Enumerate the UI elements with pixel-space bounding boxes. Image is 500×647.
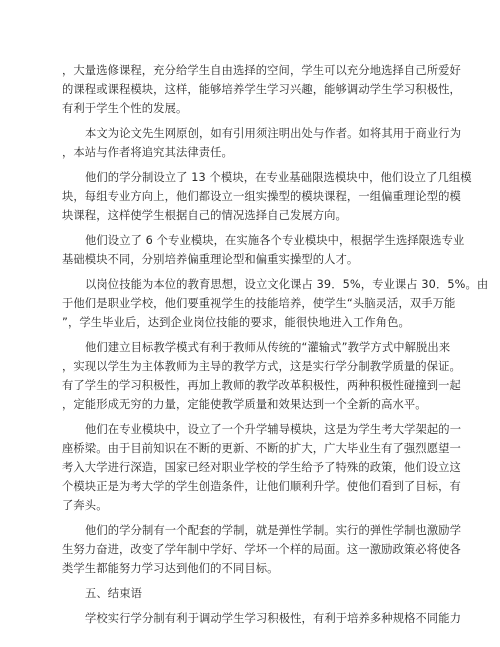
text-line: 座桥梁。由于目前知识在不断的更新、不断的扩大，广大毕业生有了强烈愿望一 [62, 442, 461, 455]
text-line: 生努力奋进，改变了学年制中学好、学坏一个样的局面。这一激励政策必将使各 [62, 543, 461, 556]
text-line: 他们的学分制有一个配套的学制，就是弹性学制。实行的弹性学制也激励学 [85, 524, 462, 537]
text-line: 他们在专业模块中，设立了一个升学辅导模块，这是为学生考大学架起的一 [85, 423, 462, 436]
text-line: 了奔头。 [62, 499, 108, 512]
text-line: 块课程，这样使学生根据自己的情况选择自己发展方向。 [62, 209, 347, 222]
text-line: ”，学生毕业后，达到企业岗位技能的要求，能很快地进入工作角色。 [62, 316, 410, 329]
section-heading: 五、结束语 [85, 587, 142, 600]
text-line: 于他们是职业学校，他们要重视学生的技能培养，使学生“头脑灵活，双手万能 [62, 297, 456, 310]
text-line: 个模块正是为考大学的学生创造条件，让他们顺利升学。使他们看到了目标，有 [62, 480, 461, 493]
text-line: ，定能形成无穷的力量，定能使教学质量和效果达到一个全新的高水平。 [62, 398, 427, 411]
text-line: 学校实行学分制有利于调动学生学习积极性，有利于培养多种规格不同能力 [85, 612, 462, 625]
text-line: 他们设立了 6 个专业模块，在实施各个专业模块中，根据学生选择限选专业 [85, 234, 465, 247]
text-line: 他们的学分制设立了 13 个模块，在专业基础限选模块中，他们设立了几组模 [85, 171, 472, 184]
text-line: 块，每组专业方向上，他们都设立一组实操型的模块课程，一组偏重理论型的模 [62, 190, 461, 203]
text-line: ，本站与作者将追究其法律责任。 [62, 146, 233, 159]
text-line: 类学生都能努力学习达到他们的不同目标。 [62, 562, 279, 575]
text-line: 的课程或课程模块，这样，能够培养学生学习兴趣，能够调动学生学习积极性， [62, 83, 461, 96]
text-line: 有了学生的学习积极性，再加上教师的教学改革积极性，两种积极性碰撞到一起 [62, 379, 461, 392]
text-line: 本文为论文先生网原创，如有引用须注明出处与作者。如将其用于商业行为 [85, 127, 462, 140]
text-line: 他们建立目标教学模式有利于教师从传统的“灌输式”教学方式中解脱出来 [85, 341, 451, 354]
text-line: 基础模块不同，分别培养偏重理论型和偏重实操型的人才。 [62, 253, 359, 266]
text-line: 考入大学进行深造，国家已经对职业学校的学生给予了特殊的政策，他们设立这 [62, 461, 461, 474]
text-line: ，大量选修课程，充分给学生自由选择的空间，学生可以充分地选择自己所爱好 [62, 64, 461, 77]
text-line: 有利于学生个性的发展。 [62, 102, 188, 115]
text-line: 以岗位技能为本位的教育思想，设立文化课占 39．5%，专业课占 30．5%。由 [85, 278, 489, 291]
text-line: ，实现以学生为主体教师为主导的教学方式，这是实行学分制教学质量的保证。 [62, 360, 461, 373]
